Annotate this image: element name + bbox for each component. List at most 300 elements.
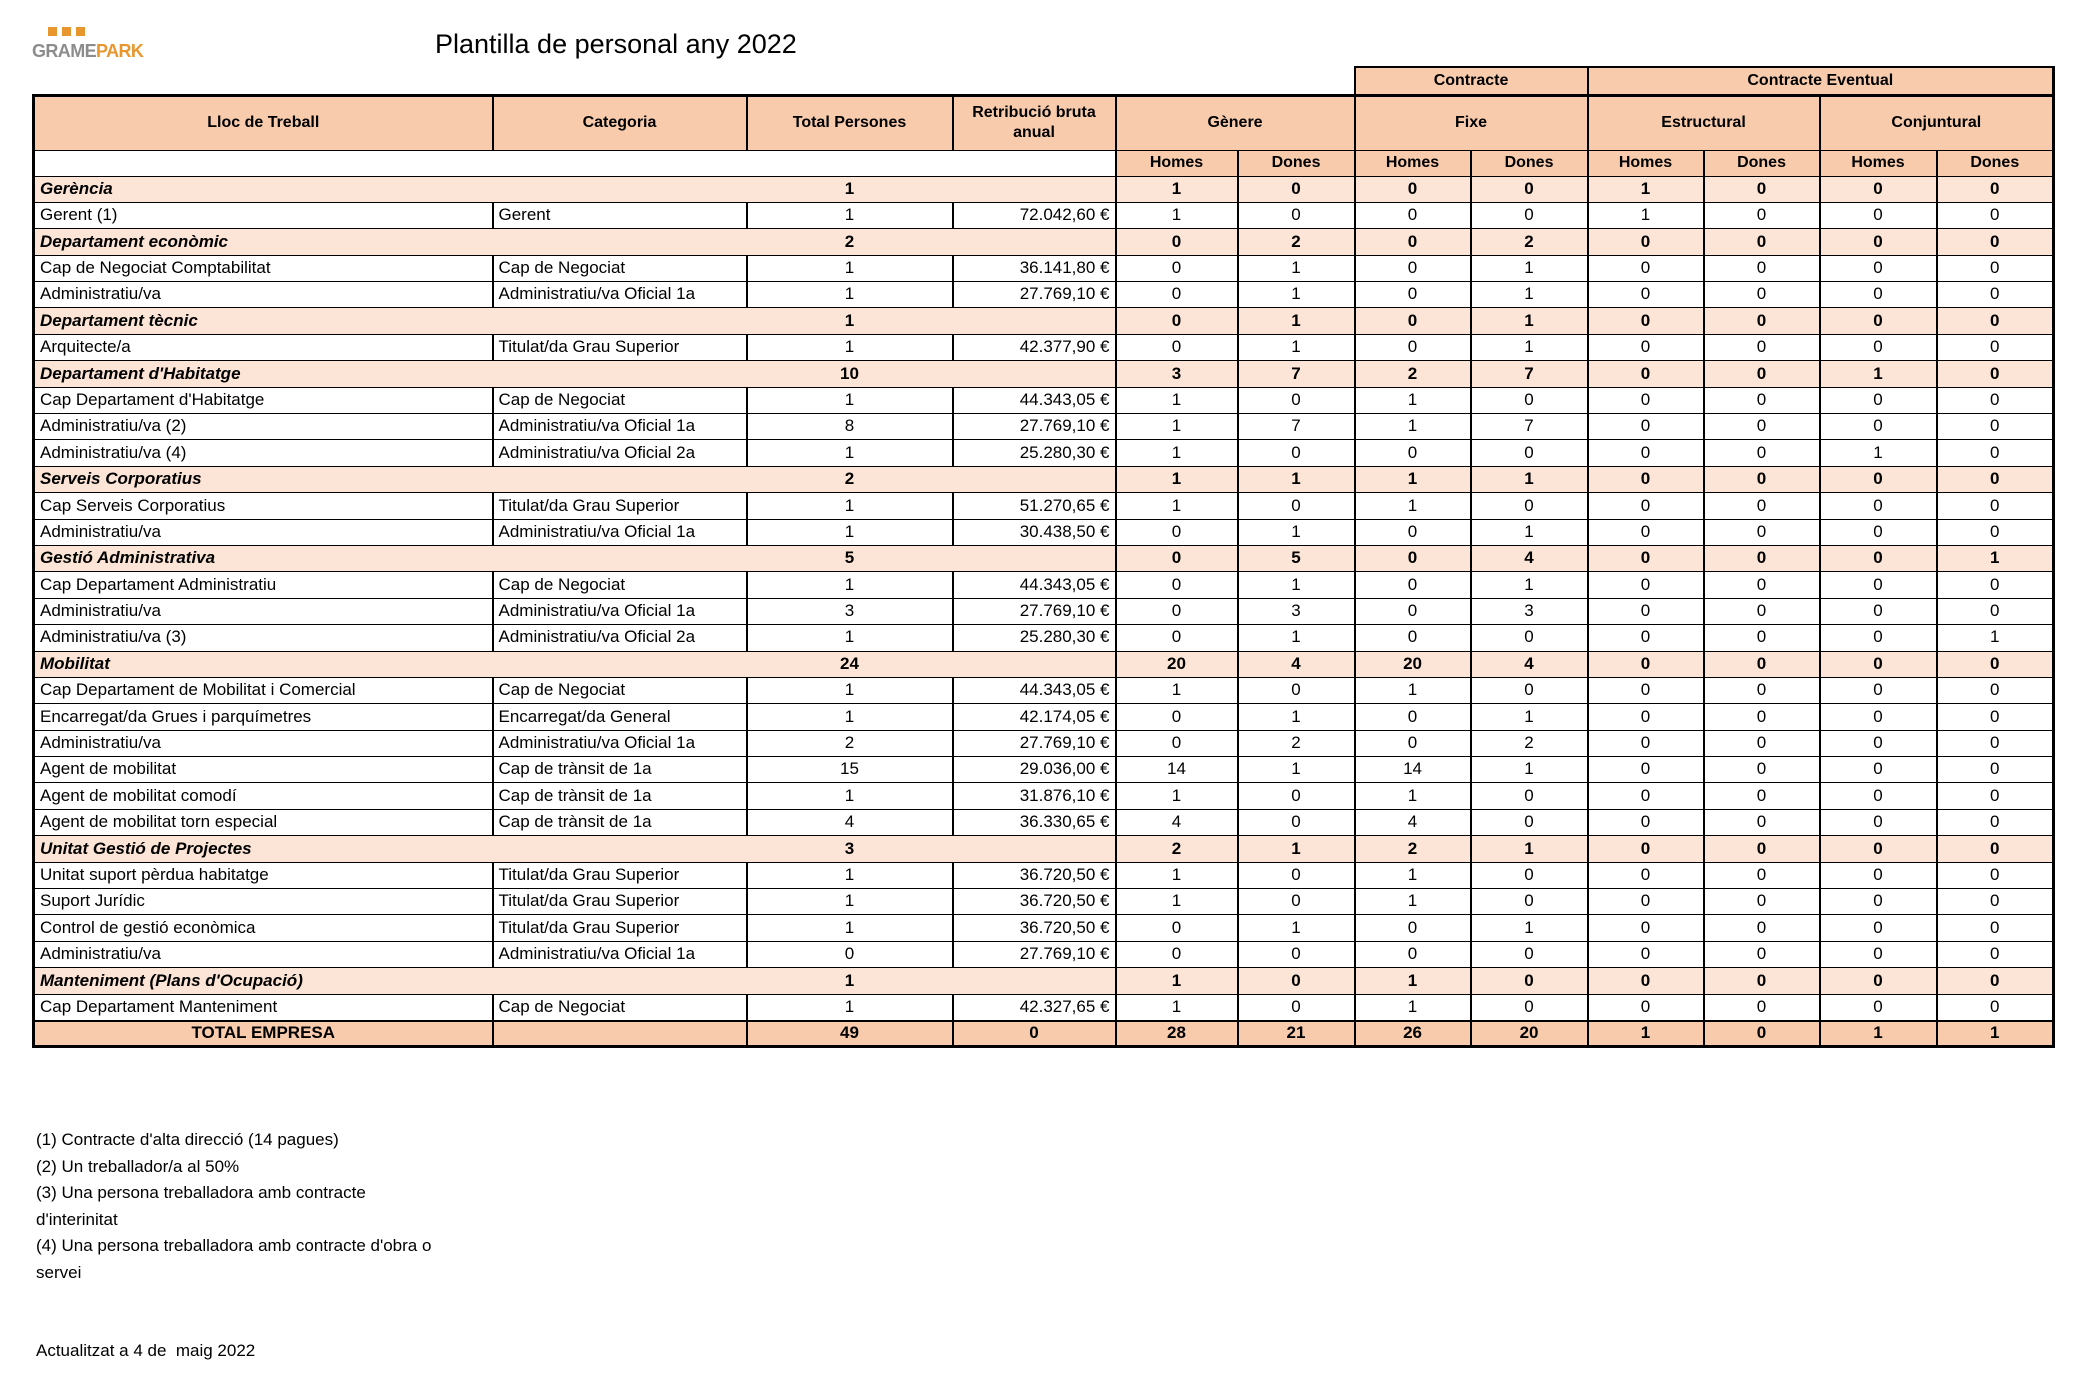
- group-retribucio-empty: [953, 545, 1116, 571]
- group-category-empty: [493, 229, 747, 255]
- lloc-de-treball: Arquitecte/a: [34, 334, 493, 360]
- group-row: [34, 361, 2054, 387]
- total-persones: 1: [747, 783, 953, 809]
- group-total-persones: 2: [747, 229, 953, 255]
- count-genere-homes: 0: [1116, 598, 1238, 624]
- table-row: [34, 757, 2054, 783]
- count-genere-dones: 0: [1238, 176, 1355, 202]
- count-conjuntural-dones: 0: [1937, 334, 2054, 360]
- group-total-persones: 1: [747, 176, 953, 202]
- count-fixe-homes: 1: [1355, 783, 1471, 809]
- count-genere-homes: 14: [1116, 757, 1238, 783]
- count-conjuntural-dones: 0: [1937, 202, 2054, 228]
- count-fixe-homes: 1: [1355, 387, 1471, 413]
- group-row: [34, 466, 2054, 492]
- categoria: Cap de Negociat: [493, 572, 747, 598]
- retribucio: 36.720,50 €: [953, 862, 1116, 888]
- total-persones: 1: [747, 387, 953, 413]
- categoria: Gerent: [493, 202, 747, 228]
- count-conjuntural-dones: 0: [1937, 440, 2054, 466]
- retribucio: 25.280,30 €: [953, 625, 1116, 651]
- count-fixe-dones: 0: [1471, 889, 1588, 915]
- header-total-persones: Total Persones: [747, 95, 953, 150]
- count-conjuntural-dones: 0: [1937, 730, 2054, 756]
- count-estructural-homes: 0: [1588, 862, 1704, 888]
- categoria: Administratiu/va Oficial 1a: [493, 598, 747, 624]
- group-category-empty: [493, 308, 747, 334]
- retribucio: 30.438,50 €: [953, 519, 1116, 545]
- count-genere-homes: 1: [1116, 889, 1238, 915]
- group-name: Manteniment (Plans d'Ocupació): [34, 968, 493, 994]
- count-fixe-homes: 0: [1355, 704, 1471, 730]
- subheader-genere-dones: Dones: [1238, 150, 1355, 176]
- count-conjuntural-homes: 0: [1820, 757, 1937, 783]
- table-row: [34, 862, 2054, 888]
- count-fixe-homes: 0: [1355, 282, 1471, 308]
- header-retribucio: Retribució bruta anual: [953, 95, 1116, 150]
- lloc-de-treball: Cap de Negociat Comptabilitat: [34, 255, 493, 281]
- footnote-line: (3) Una persona treballadora amb contracte: [36, 1183, 366, 1202]
- subheader-conjuntural-homes: Homes: [1820, 150, 1937, 176]
- count-conjuntural-homes: 0: [1820, 625, 1937, 651]
- count-estructural-dones: 0: [1704, 308, 1820, 334]
- count-fixe-dones: 4: [1471, 651, 1588, 677]
- table-row: [34, 202, 2054, 228]
- count-fixe-dones: 0: [1471, 440, 1588, 466]
- count-conjuntural-homes: 0: [1820, 308, 1937, 334]
- count-conjuntural-dones: 0: [1937, 994, 2054, 1020]
- count-conjuntural-homes: 0: [1820, 493, 1937, 519]
- group-total-persones: 24: [747, 651, 953, 677]
- group-category-empty: [493, 968, 747, 994]
- total-persones: 1: [747, 282, 953, 308]
- footnote-line: (1) Contracte d'alta direcció (14 pagues): [36, 1130, 339, 1149]
- count-genere-homes: 1: [1116, 440, 1238, 466]
- count-conjuntural-dones: 0: [1937, 255, 2054, 281]
- count-estructural-dones: 0: [1704, 282, 1820, 308]
- count-estructural-dones: 0: [1704, 229, 1820, 255]
- lloc-de-treball: Cap Departament de Mobilitat i Comercial: [34, 677, 493, 703]
- count-conjuntural-homes: 0: [1820, 414, 1937, 440]
- categoria: Administratiu/va Oficial 1a: [493, 519, 747, 545]
- subheader-fixe-homes: Homes: [1355, 150, 1471, 176]
- total-row: [34, 1021, 2054, 1047]
- lloc-de-treball: Administratiu/va: [34, 282, 493, 308]
- total-persones: 1: [747, 572, 953, 598]
- count-estructural-homes: 0: [1588, 466, 1704, 492]
- lloc-de-treball: Suport Jurídic: [34, 889, 493, 915]
- logo-wordmark: [32, 39, 143, 63]
- count-estructural-homes: 0: [1588, 994, 1704, 1020]
- total-persones: 3: [747, 598, 953, 624]
- retribucio: 51.270,65 €: [953, 493, 1116, 519]
- count-estructural-dones: 0: [1704, 572, 1820, 598]
- count-genere-homes: 3: [1116, 361, 1238, 387]
- total-persones: 15: [747, 757, 953, 783]
- count-estructural-homes: 0: [1588, 757, 1704, 783]
- group-retribucio-empty: [953, 176, 1116, 202]
- count-genere-dones: 3: [1238, 598, 1355, 624]
- count-estructural-dones: 0: [1704, 651, 1820, 677]
- count-conjuntural-homes: 0: [1820, 229, 1937, 255]
- retribucio: 72.042,60 €: [953, 202, 1116, 228]
- table-row: [34, 493, 2054, 519]
- retribucio: 36.720,50 €: [953, 889, 1116, 915]
- lloc-de-treball: Agent de mobilitat torn especial: [34, 809, 493, 835]
- count-genere-dones: 0: [1238, 387, 1355, 413]
- count-conjuntural-homes: 0: [1820, 466, 1937, 492]
- count-genere-dones: 0: [1238, 862, 1355, 888]
- count-estructural-dones: 0: [1704, 545, 1820, 571]
- count-genere-dones: 0: [1238, 968, 1355, 994]
- count-conjuntural-homes: 0: [1820, 862, 1937, 888]
- count-conjuntural-homes: 0: [1820, 202, 1937, 228]
- count-estructural-dones: 0: [1704, 677, 1820, 703]
- count-estructural-homes: 0: [1588, 308, 1704, 334]
- count-conjuntural-homes: 0: [1820, 255, 1937, 281]
- table-row: [34, 255, 2054, 281]
- group-total-persones: 2: [747, 466, 953, 492]
- count-estructural-dones: 0: [1704, 704, 1820, 730]
- count-genere-dones: 5: [1238, 545, 1355, 571]
- count-conjuntural-dones: 0: [1937, 519, 2054, 545]
- table-row: [34, 704, 2054, 730]
- count-estructural-homes: 0: [1588, 282, 1704, 308]
- count-fixe-dones: 1: [1471, 466, 1588, 492]
- count-genere-homes: 1: [1116, 387, 1238, 413]
- group-row: [34, 651, 2054, 677]
- count-estructural-dones: 0: [1704, 994, 1820, 1020]
- retribucio: 36.330,65 €: [953, 809, 1116, 835]
- retribucio: 31.876,10 €: [953, 783, 1116, 809]
- group-retribucio-empty: [953, 836, 1116, 862]
- retribucio: 27.769,10 €: [953, 282, 1116, 308]
- lloc-de-treball: Cap Departament Manteniment: [34, 994, 493, 1020]
- count-genere-dones: 1: [1238, 334, 1355, 360]
- count-estructural-homes: 0: [1588, 598, 1704, 624]
- count-genere-dones: 1: [1238, 255, 1355, 281]
- table-row: [34, 783, 2054, 809]
- footnote-line: (4) Una persona treballadora amb contracte d'obra o: [36, 1236, 432, 1255]
- count-estructural-dones: 0: [1704, 625, 1820, 651]
- count-conjuntural-homes: 0: [1820, 545, 1937, 571]
- retribucio: 27.769,10 €: [953, 598, 1116, 624]
- count-estructural-homes: 0: [1588, 968, 1704, 994]
- count-genere-dones: 1: [1238, 466, 1355, 492]
- count-conjuntural-homes: 0: [1820, 704, 1937, 730]
- group-row: [34, 836, 2054, 862]
- total-persones: 1: [747, 493, 953, 519]
- logo-square-icon: [76, 27, 85, 36]
- total-label: TOTAL EMPRESA: [34, 1021, 493, 1047]
- count-fixe-dones: 1: [1471, 704, 1588, 730]
- count-conjuntural-homes: 0: [1820, 572, 1937, 598]
- count-fixe-homes: 4: [1355, 809, 1471, 835]
- count-genere-homes: 1: [1116, 493, 1238, 519]
- group-name: Gestió Administrativa: [34, 545, 493, 571]
- count-fixe-homes: 0: [1355, 202, 1471, 228]
- count-genere-homes: 0: [1116, 572, 1238, 598]
- count-estructural-dones: 0: [1704, 757, 1820, 783]
- lloc-de-treball: Administratiu/va (4): [34, 440, 493, 466]
- retribucio: 44.343,05 €: [953, 387, 1116, 413]
- categoria: Administratiu/va Oficial 1a: [493, 282, 747, 308]
- categoria: Cap de trànsit de 1a: [493, 809, 747, 835]
- count-fixe-homes: 2: [1355, 836, 1471, 862]
- total-count-fixe-dones: 20: [1471, 1021, 1588, 1047]
- count-estructural-homes: 0: [1588, 941, 1704, 967]
- count-genere-dones: 1: [1238, 915, 1355, 941]
- count-conjuntural-dones: 0: [1937, 941, 2054, 967]
- logo-text-park: PARK: [96, 41, 144, 61]
- count-genere-dones: 0: [1238, 440, 1355, 466]
- count-fixe-dones: 0: [1471, 176, 1588, 202]
- table-row: [34, 572, 2054, 598]
- subheader-fixe-dones: Dones: [1471, 150, 1588, 176]
- count-genere-homes: 1: [1116, 176, 1238, 202]
- count-estructural-homes: 0: [1588, 730, 1704, 756]
- count-fixe-homes: 0: [1355, 545, 1471, 571]
- count-conjuntural-homes: 0: [1820, 994, 1937, 1020]
- count-conjuntural-homes: 0: [1820, 915, 1937, 941]
- count-conjuntural-homes: 0: [1820, 598, 1937, 624]
- count-fixe-dones: 1: [1471, 255, 1588, 281]
- retribucio: 27.769,10 €: [953, 730, 1116, 756]
- total-count-estructural-dones: 0: [1704, 1021, 1820, 1047]
- total-persones: 1: [747, 862, 953, 888]
- count-estructural-dones: 0: [1704, 255, 1820, 281]
- header-contracte: Contracte: [1355, 67, 1588, 95]
- count-fixe-dones: 1: [1471, 757, 1588, 783]
- count-conjuntural-homes: 0: [1820, 889, 1937, 915]
- total-persones: 1: [747, 625, 953, 651]
- count-conjuntural-homes: 0: [1820, 677, 1937, 703]
- count-estructural-homes: 0: [1588, 783, 1704, 809]
- count-estructural-dones: 0: [1704, 334, 1820, 360]
- total-count-conjuntural-homes: 1: [1820, 1021, 1937, 1047]
- count-genere-homes: 1: [1116, 994, 1238, 1020]
- count-estructural-homes: 0: [1588, 651, 1704, 677]
- count-conjuntural-dones: 0: [1937, 677, 2054, 703]
- count-estructural-dones: 0: [1704, 361, 1820, 387]
- total-persones: 8: [747, 414, 953, 440]
- count-fixe-homes: 1: [1355, 677, 1471, 703]
- count-conjuntural-dones: 0: [1937, 572, 2054, 598]
- count-fixe-homes: 14: [1355, 757, 1471, 783]
- count-genere-dones: 0: [1238, 809, 1355, 835]
- count-fixe-homes: 0: [1355, 519, 1471, 545]
- count-fixe-dones: 1: [1471, 308, 1588, 334]
- count-estructural-homes: 0: [1588, 572, 1704, 598]
- count-conjuntural-homes: 0: [1820, 836, 1937, 862]
- retribucio: 36.141,80 €: [953, 255, 1116, 281]
- group-retribucio-empty: [953, 466, 1116, 492]
- count-conjuntural-homes: 0: [1820, 730, 1937, 756]
- count-genere-homes: 0: [1116, 941, 1238, 967]
- count-fixe-homes: 0: [1355, 229, 1471, 255]
- categoria: Encarregat/da General: [493, 704, 747, 730]
- header-row: [34, 95, 2054, 150]
- count-estructural-dones: 0: [1704, 202, 1820, 228]
- count-fixe-dones: 2: [1471, 229, 1588, 255]
- subheader-blank: [34, 150, 1116, 176]
- count-fixe-dones: 0: [1471, 387, 1588, 413]
- footnote-line: d'interinitat: [36, 1209, 118, 1229]
- count-conjuntural-dones: 0: [1937, 783, 2054, 809]
- count-estructural-dones: 0: [1704, 414, 1820, 440]
- count-genere-dones: 7: [1238, 361, 1355, 387]
- count-conjuntural-homes: 0: [1820, 783, 1937, 809]
- count-genere-homes: 0: [1116, 915, 1238, 941]
- logo-square-icon: [48, 27, 57, 36]
- count-fixe-homes: 1: [1355, 493, 1471, 519]
- count-genere-homes: 0: [1116, 308, 1238, 334]
- count-fixe-dones: 1: [1471, 334, 1588, 360]
- total-persones: 1: [747, 334, 953, 360]
- count-fixe-homes: 1: [1355, 414, 1471, 440]
- lloc-de-treball: Unitat suport pèrdua habitatge: [34, 862, 493, 888]
- header-contracte-eventual: Contracte Eventual: [1588, 67, 2054, 95]
- header-conjuntural: Conjuntural: [1820, 95, 2054, 150]
- count-fixe-dones: 0: [1471, 941, 1588, 967]
- group-total-persones: 5: [747, 545, 953, 571]
- count-conjuntural-homes: 0: [1820, 809, 1937, 835]
- count-conjuntural-homes: 0: [1820, 968, 1937, 994]
- count-estructural-dones: 0: [1704, 176, 1820, 202]
- count-genere-dones: 1: [1238, 625, 1355, 651]
- footnote-line: servei: [36, 1262, 82, 1282]
- categoria: Titulat/da Grau Superior: [493, 915, 747, 941]
- categoria: Cap de trànsit de 1a: [493, 757, 747, 783]
- count-conjuntural-homes: 0: [1820, 387, 1937, 413]
- count-conjuntural-dones: 0: [1937, 493, 2054, 519]
- lloc-de-treball: Cap Departament d'Habitatge: [34, 387, 493, 413]
- count-genere-homes: 1: [1116, 968, 1238, 994]
- group-total-persones: 10: [747, 361, 953, 387]
- count-genere-homes: 0: [1116, 704, 1238, 730]
- table-row: [34, 915, 2054, 941]
- count-genere-homes: 0: [1116, 229, 1238, 255]
- count-estructural-homes: 0: [1588, 361, 1704, 387]
- count-genere-dones: 0: [1238, 889, 1355, 915]
- lloc-de-treball: Administratiu/va (2): [34, 414, 493, 440]
- count-genere-dones: 0: [1238, 493, 1355, 519]
- count-fixe-dones: 1: [1471, 836, 1588, 862]
- table-row: [34, 440, 2054, 466]
- lloc-de-treball: Cap Serveis Corporatius: [34, 493, 493, 519]
- count-fixe-dones: 4: [1471, 545, 1588, 571]
- count-conjuntural-homes: 0: [1820, 282, 1937, 308]
- count-genere-homes: 0: [1116, 545, 1238, 571]
- count-genere-dones: 1: [1238, 519, 1355, 545]
- count-fixe-dones: 0: [1471, 202, 1588, 228]
- count-fixe-dones: 0: [1471, 809, 1588, 835]
- categoria: Administratiu/va Oficial 2a: [493, 625, 747, 651]
- count-conjuntural-dones: 0: [1937, 466, 2054, 492]
- count-genere-homes: 20: [1116, 651, 1238, 677]
- count-estructural-homes: 0: [1588, 229, 1704, 255]
- count-fixe-homes: 0: [1355, 625, 1471, 651]
- subheader-conjuntural-dones: Dones: [1937, 150, 2054, 176]
- retribucio: 27.769,10 €: [953, 414, 1116, 440]
- count-fixe-homes: 1: [1355, 466, 1471, 492]
- categoria: Titulat/da Grau Superior: [493, 889, 747, 915]
- group-retribucio-empty: [953, 229, 1116, 255]
- lloc-de-treball: Administratiu/va (3): [34, 625, 493, 651]
- table-body: [34, 176, 2054, 1047]
- group-name: Gerència: [34, 176, 493, 202]
- count-fixe-homes: 20: [1355, 651, 1471, 677]
- count-fixe-homes: 0: [1355, 915, 1471, 941]
- group-row: [34, 545, 2054, 571]
- count-genere-dones: 0: [1238, 202, 1355, 228]
- count-estructural-homes: 1: [1588, 176, 1704, 202]
- count-estructural-dones: 0: [1704, 598, 1820, 624]
- count-conjuntural-dones: 0: [1937, 757, 2054, 783]
- table-row: [34, 677, 2054, 703]
- count-fixe-dones: 7: [1471, 361, 1588, 387]
- count-genere-homes: 0: [1116, 255, 1238, 281]
- count-genere-homes: 1: [1116, 202, 1238, 228]
- group-row: [34, 229, 2054, 255]
- group-category-empty: [493, 361, 747, 387]
- lloc-de-treball: Encarregat/da Grues i parquímetres: [34, 704, 493, 730]
- categoria: Cap de Negociat: [493, 387, 747, 413]
- total-persones: 0: [747, 941, 953, 967]
- group-category-empty: [493, 836, 747, 862]
- count-fixe-homes: 0: [1355, 176, 1471, 202]
- count-fixe-homes: 0: [1355, 598, 1471, 624]
- count-genere-dones: 1: [1238, 308, 1355, 334]
- group-name: Mobilitat: [34, 651, 493, 677]
- count-genere-dones: 7: [1238, 414, 1355, 440]
- count-estructural-homes: 0: [1588, 414, 1704, 440]
- count-estructural-homes: 0: [1588, 387, 1704, 413]
- header-estructural: Estructural: [1588, 95, 1820, 150]
- count-conjuntural-dones: 0: [1937, 915, 2054, 941]
- count-fixe-dones: 0: [1471, 968, 1588, 994]
- categoria: Titulat/da Grau Superior: [493, 862, 747, 888]
- group-row: [34, 968, 2054, 994]
- count-fixe-homes: 0: [1355, 572, 1471, 598]
- count-estructural-homes: 0: [1588, 493, 1704, 519]
- total-persones: 1: [747, 440, 953, 466]
- group-name: Serveis Corporatius: [34, 466, 493, 492]
- count-conjuntural-dones: 0: [1937, 968, 2054, 994]
- retribucio: 36.720,50 €: [953, 915, 1116, 941]
- count-fixe-dones: 0: [1471, 862, 1588, 888]
- count-estructural-dones: 0: [1704, 493, 1820, 519]
- footnotes: [36, 1127, 431, 1286]
- count-estructural-dones: 0: [1704, 862, 1820, 888]
- lloc-de-treball: Administratiu/va: [34, 598, 493, 624]
- categoria: Cap de Negociat: [493, 255, 747, 281]
- count-genere-homes: 0: [1116, 519, 1238, 545]
- header-fixe: Fixe: [1355, 95, 1588, 150]
- group-category-empty: [493, 545, 747, 571]
- count-fixe-dones: 0: [1471, 625, 1588, 651]
- count-genere-dones: 1: [1238, 572, 1355, 598]
- count-fixe-dones: 0: [1471, 677, 1588, 703]
- count-fixe-dones: 0: [1471, 994, 1588, 1020]
- group-name: Departament tècnic: [34, 308, 493, 334]
- count-genere-dones: 2: [1238, 730, 1355, 756]
- lloc-de-treball: Control de gestió econòmica: [34, 915, 493, 941]
- count-fixe-homes: 0: [1355, 334, 1471, 360]
- count-estructural-homes: 0: [1588, 545, 1704, 571]
- total-persones: 1: [747, 889, 953, 915]
- retribucio: 44.343,05 €: [953, 677, 1116, 703]
